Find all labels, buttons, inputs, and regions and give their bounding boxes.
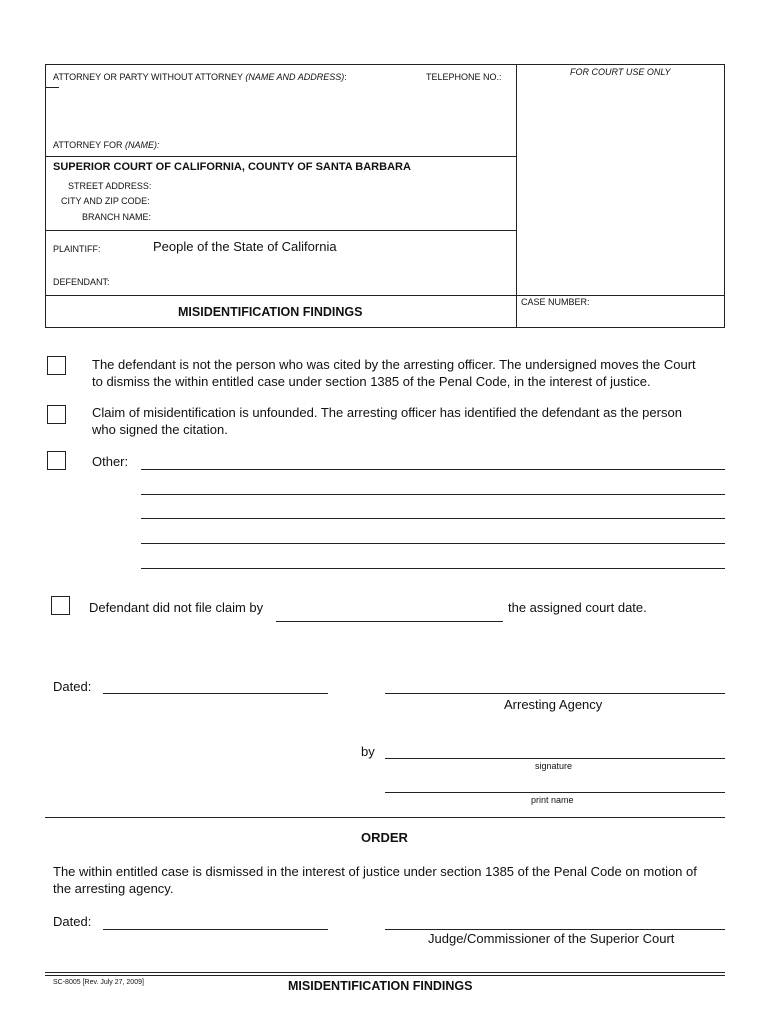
checkbox-other[interactable] <box>47 451 66 470</box>
judge-label: Judge/Commissioner of the Superior Court <box>428 931 675 946</box>
print-name-label: print name <box>531 795 574 805</box>
order-dated-label: Dated: <box>53 914 92 929</box>
print-name-line[interactable] <box>385 792 725 793</box>
form-code: SC-8005 [Rev. July 27, 2009] <box>53 979 144 986</box>
form-title: MISIDENTIFICATION FINDINGS <box>178 305 363 319</box>
attorney-label: ATTORNEY OR PARTY WITHOUT ATTORNEY (NAME AND ADDRESS): <box>53 72 347 82</box>
case-number-label: CASE NUMBER: <box>521 297 590 307</box>
court-section-top-line <box>45 156 516 157</box>
other-line-1[interactable] <box>141 469 725 470</box>
order-dated-line[interactable] <box>103 929 328 930</box>
signature-line[interactable] <box>385 758 725 759</box>
city-zip-label: CITY AND ZIP CODE: <box>61 196 150 206</box>
option2-text: Claim of misidentification is unfounded. The arresting officer has identified the defendant as the person who signed the citation. <box>92 405 682 437</box>
defendant-label: DEFENDANT: <box>53 277 110 287</box>
corner-tick <box>46 87 59 88</box>
attorney-for-label: ATTORNEY FOR (NAME): <box>53 140 160 150</box>
arresting-agency-line[interactable] <box>385 693 725 694</box>
arresting-agency-label: Arresting Agency <box>504 697 603 712</box>
plaintiff-label: PLAINTIFF: <box>53 244 101 254</box>
court-name: SUPERIOR COURT OF CALIFORNIA, COUNTY OF SANTA BARBARA <box>53 161 411 173</box>
checkbox-no-claim-filed[interactable] <box>51 596 70 615</box>
findings-dated-label: Dated: <box>53 679 92 694</box>
telephone-label: TELEPHONE NO.: <box>426 72 502 82</box>
no-claim-date-line[interactable] <box>276 621 503 622</box>
other-line-3[interactable] <box>141 518 725 519</box>
option1-text: The defendant is not the person who was cited by the arresting officer. The undersigned moves the Court to dismiss the within entitled case under section 1385 of the Penal Code, in the interest of justice. <box>92 357 696 389</box>
court-use-label: FOR COURT USE ONLY <box>570 67 671 77</box>
findings-dated-line[interactable] <box>103 693 328 694</box>
other-label: Other: <box>92 454 129 469</box>
caption-divider <box>516 64 517 328</box>
checkbox-not-the-person[interactable] <box>47 356 66 375</box>
street-address-label: STREET ADDRESS: <box>68 181 152 191</box>
checkbox-claim-unfounded[interactable] <box>47 405 66 424</box>
order-text: The within entitled case is dismissed in the interest of justice under section 1385 of the Penal Code on motion of the arresting agency. <box>53 864 697 896</box>
signature-label: signature <box>535 761 573 771</box>
footer-line-top <box>45 972 725 973</box>
other-line-4[interactable] <box>141 543 725 544</box>
plaintiff-section-top-line <box>45 230 516 231</box>
other-line-2[interactable] <box>141 494 725 495</box>
order-divider <box>45 817 725 818</box>
no-claim-prefix: Defendant did not file claim by <box>89 600 264 615</box>
order-title: ORDER <box>361 830 408 845</box>
title-section-top-line <box>45 295 725 296</box>
branch-name-label: BRANCH NAME: <box>82 212 152 222</box>
footer-line-bottom <box>45 975 725 976</box>
footer-title: MISIDENTIFICATION FINDINGS <box>288 979 473 993</box>
plaintiff-value: People of the State of California <box>153 239 337 254</box>
no-claim-suffix: the assigned court date. <box>508 600 647 615</box>
by-label: by <box>361 744 375 759</box>
other-line-5[interactable] <box>141 568 725 569</box>
